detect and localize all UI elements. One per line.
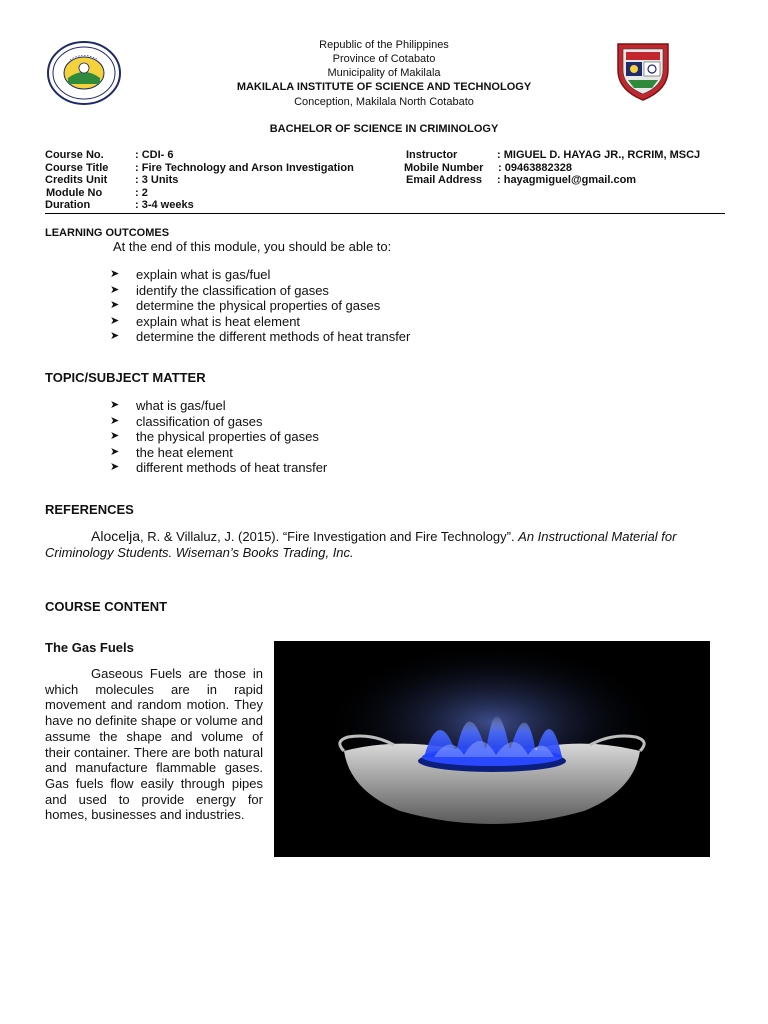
arrow-bullet-icon: ➤ (110, 330, 120, 343)
header-institute-name: MAKILALA INSTITUTE OF SCIENCE AND TECHNOLOGY (236, 81, 532, 93)
header-divider (45, 213, 725, 214)
learning-outcomes-list (110, 267, 410, 345)
course-content-heading: COURSE CONTENT (45, 599, 168, 614)
arrow-bullet-icon: ➤ (110, 268, 120, 280)
list-item: ➤ determine the different methods of heat transfer (110, 329, 411, 345)
list-item: ➤ what is gas/fuel (110, 398, 226, 413)
instructor-value: : MIGUEL D. HAYAG JR., RCRIM, MSCJ (497, 149, 701, 161)
arrow-bullet-icon: ➤ (110, 430, 120, 443)
list-item: ➤ different methods of heat transfer (110, 460, 328, 476)
duration-value: : 3-4 weeks (135, 199, 194, 211)
topic-list (110, 398, 327, 476)
module-label: Module No (46, 186, 103, 199)
module-value: : 2 (135, 186, 148, 199)
list-item: ➤ explain what is heat element (110, 313, 301, 329)
topic-heading: TOPIC/SUBJECT MATTER (45, 370, 206, 385)
reference-citation: , R. & Villaluz, J. (2015). “Fire Investigation and Fire Technology”. (140, 529, 519, 544)
list-item: ➤ identify the classification of gases (110, 282, 329, 298)
header-address: Conception, Makilala North Cotabato (294, 96, 474, 108)
instructor-label: Instructor (406, 149, 458, 161)
learning-outcomes-intro: At the end of this module, you should be able to: (113, 239, 392, 254)
list-item: ➤ classification of gases (110, 413, 263, 429)
list-item: ➤ determine the physical properties of gases (110, 298, 381, 314)
arrow-bullet-icon: ➤ (110, 283, 120, 296)
course-no-label: Course No. (45, 149, 104, 161)
reference-entry (45, 528, 725, 561)
gas-flame-hands-image (274, 641, 710, 857)
header-republic: Republic of the Philippines (319, 39, 449, 51)
gas-fuels-subheading: The Gas Fuels (45, 640, 134, 655)
mobile-label: Mobile Number (404, 161, 484, 174)
list-item: ➤ the heat element (110, 444, 233, 460)
arrow-bullet-icon: ➤ (110, 445, 120, 458)
reference-author: Alocelja (91, 528, 141, 544)
course-title-label: Course Title (45, 161, 109, 174)
program-title: BACHELOR OF SCIENCE IN CRIMINOLOGY (269, 123, 499, 135)
header-municipality: Municipality of Makilala (327, 67, 441, 79)
references-heading: REFERENCES (45, 502, 134, 517)
course-title-value: : Fire Technology and Arson Investigation (135, 161, 354, 174)
header-province: Province of Cotabato (332, 53, 436, 65)
arrow-bullet-icon: ➤ (110, 314, 120, 327)
credits-value: : 3 Units (135, 174, 179, 186)
list-item: ➤ explain what is gas/fuel (110, 267, 271, 282)
credits-label: Credits Unit (45, 174, 108, 186)
course-no-value: : CDI- 6 (135, 149, 174, 161)
arrow-bullet-icon: ➤ (110, 299, 120, 312)
reference-source: An Instructional Material for Criminology Students. Wiseman’s Books Trading, Inc. (45, 529, 677, 560)
learning-outcomes-heading: LEARNING OUTCOMES (45, 227, 170, 239)
email-value: : hayagmiguel@gmail.com (497, 174, 637, 186)
gas-fuels-paragraph: Gaseous Fuels are those in which molecules are in rapid movement and random motion. They have no definite shape or volume and assume the shape and volume of their container. There are both natural and manufacture flammable gases. Gas fuels flow easily through pipes and used to provide energy for homes, businesses and industries. (45, 666, 263, 823)
arrow-bullet-icon: ➤ (110, 414, 120, 427)
list-item: ➤ the physical properties of gases (110, 429, 319, 445)
mobile-value: : 09463882328 (498, 161, 573, 174)
arrow-bullet-icon: ➤ (110, 399, 120, 411)
email-label: Email Address (406, 174, 483, 186)
arrow-bullet-icon: ➤ (110, 461, 120, 474)
duration-label: Duration (45, 199, 91, 211)
